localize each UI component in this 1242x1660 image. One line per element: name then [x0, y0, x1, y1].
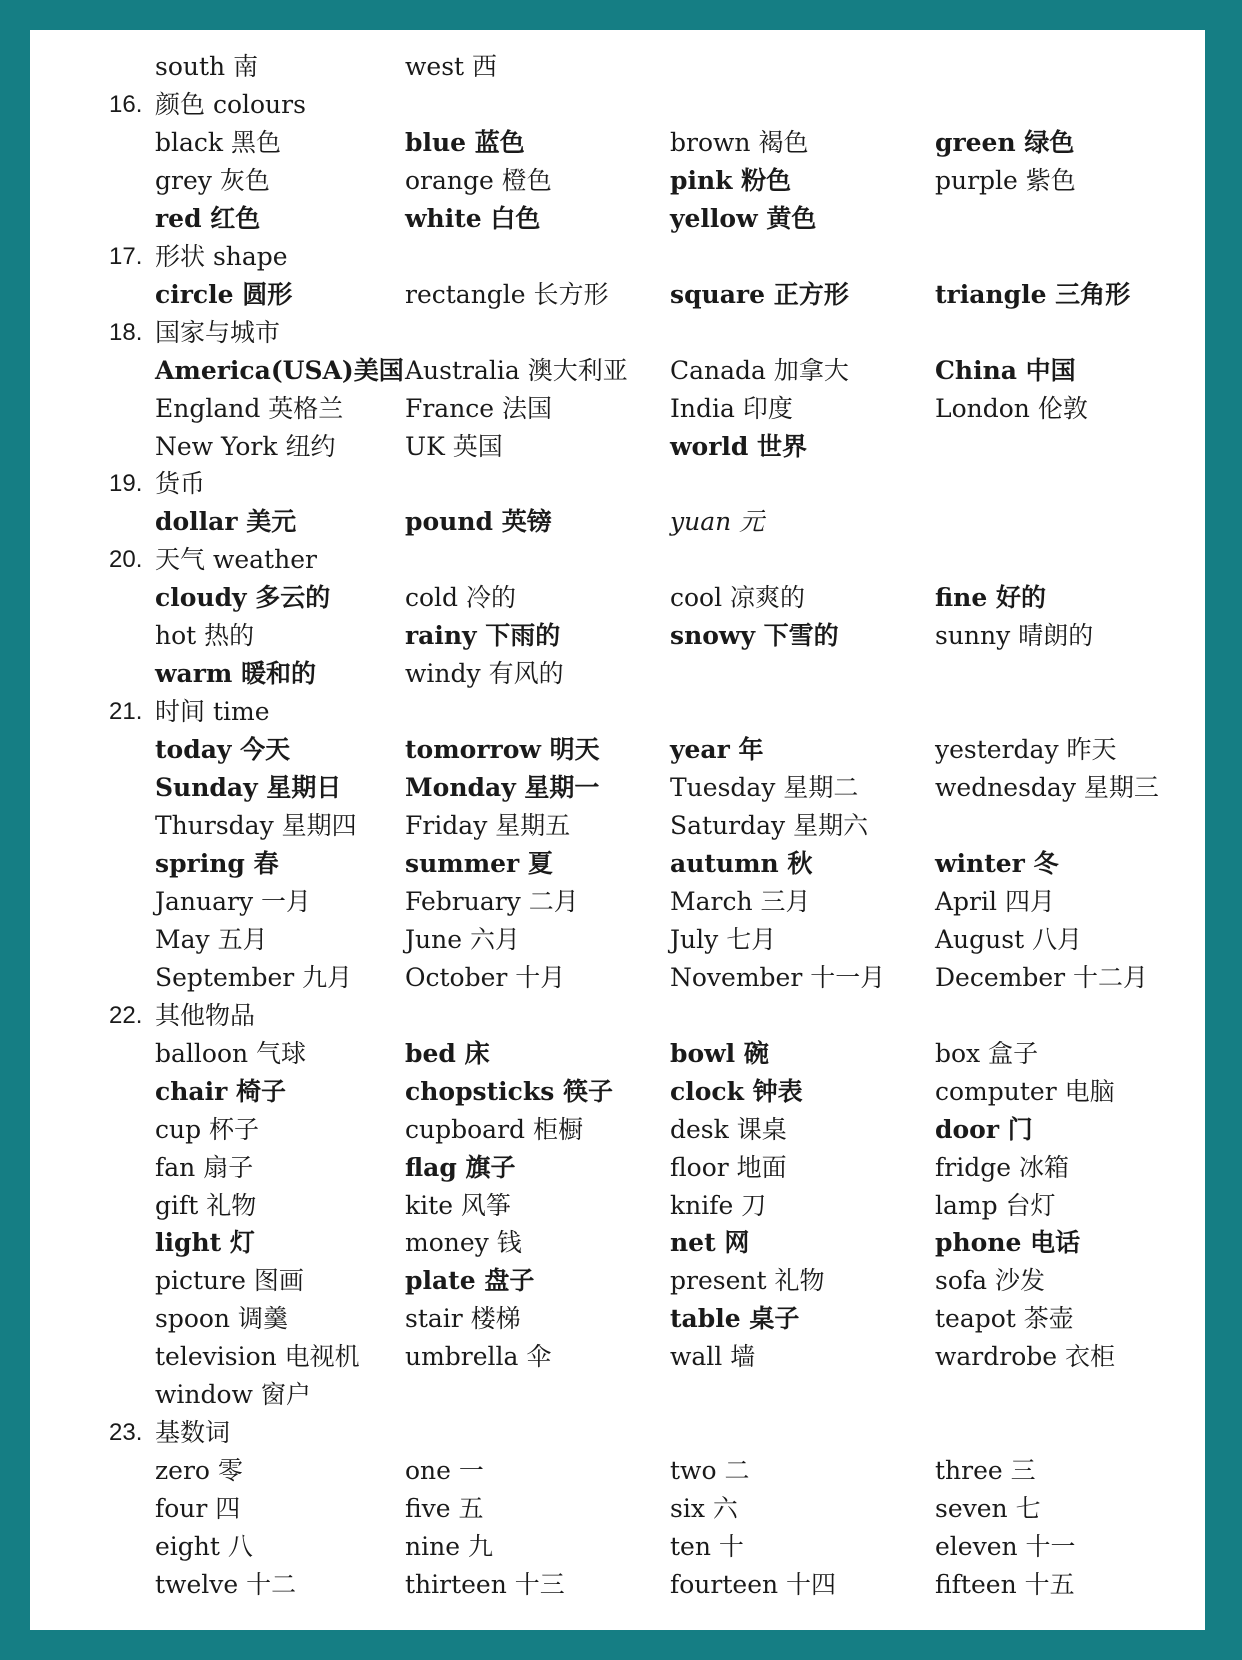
- vocab-entry: September 九月: [155, 962, 353, 992]
- vocab-entry: wall 墙: [670, 1342, 756, 1372]
- vocab-entry: world 世界: [670, 431, 808, 461]
- vocabulary-page: [30, 30, 1205, 1630]
- vocab-entry: UK 英国: [405, 431, 503, 461]
- vocab-entry: four 四: [155, 1494, 241, 1524]
- vocab-entry: table 桌子: [670, 1304, 800, 1334]
- vocab-entry: white 白色: [405, 203, 541, 233]
- vocab-row: [30, 769, 1205, 807]
- vocab-entry: Saturday 星期六: [670, 811, 869, 840]
- section-heading: [30, 238, 1205, 276]
- vocab-entry: computer 电脑: [935, 1076, 1115, 1106]
- vocab-entry: door 门: [935, 1114, 1033, 1144]
- vocab-entry: clock 钟表: [670, 1076, 803, 1106]
- vocab-row: [30, 1149, 1205, 1187]
- vocab-entry: cup 杯子: [155, 1114, 260, 1144]
- vocab-entry: one 一: [405, 1456, 484, 1486]
- vocab-entry: plate 盘子: [405, 1266, 535, 1296]
- section-heading: [30, 693, 1205, 731]
- section-title: 其他物品: [155, 1000, 256, 1030]
- vocab-entry: fifteen 十五: [935, 1570, 1075, 1599]
- vocab-entry: box 盒子: [935, 1038, 1039, 1068]
- vocab-entry: eight 八: [155, 1532, 253, 1562]
- vocab-row: [30, 921, 1205, 959]
- vocab-entry: kite 风筝: [405, 1190, 511, 1220]
- vocab-entry: chair 椅子: [155, 1076, 286, 1106]
- vocab-row: [30, 428, 1205, 466]
- vocab-entry: warm 暖和的: [155, 659, 317, 689]
- vocab-entry: red 红色: [155, 203, 261, 233]
- vocab-entry: nine 九: [405, 1532, 493, 1562]
- section-heading: [30, 997, 1205, 1035]
- section-title: 时间 time: [155, 697, 270, 727]
- vocab-entry: hot 热的: [155, 621, 255, 651]
- vocab-entry: chopsticks 筷子: [405, 1076, 613, 1106]
- vocab-entry: six 六: [670, 1494, 738, 1524]
- vocab-entry: pound 英镑: [405, 507, 552, 537]
- vocab-row: [30, 200, 1205, 238]
- vocab-entry: France 法国: [405, 393, 553, 423]
- vocab-row: [30, 807, 1205, 845]
- vocab-entry: January 一月: [155, 886, 312, 916]
- vocab-row: [30, 1187, 1205, 1225]
- vocab-entry: teapot 茶壶: [935, 1304, 1074, 1334]
- vocab-entry: flag 旗子: [405, 1152, 516, 1182]
- vocab-entry: summer 夏: [405, 848, 553, 878]
- vocab-row: [30, 1300, 1205, 1338]
- vocab-entry: New York 纽约: [155, 431, 336, 461]
- section-heading: [30, 1414, 1205, 1452]
- vocab-entry: China 中国: [935, 355, 1076, 385]
- vocab-entry: fridge 冰箱: [935, 1152, 1069, 1182]
- vocab-row: [30, 503, 1205, 541]
- vocab-entry: desk 课桌: [670, 1114, 787, 1144]
- vocab-entry: November 十一月: [670, 962, 886, 992]
- vocab-entry: England 英格兰: [155, 393, 344, 423]
- vocab-row: [30, 1566, 1205, 1604]
- vocab-entry: ten 十: [670, 1532, 744, 1562]
- vocab-entry: balloon 气球: [155, 1038, 307, 1068]
- vocab-entry: spring 春: [155, 848, 279, 878]
- section-number: 17.: [109, 242, 143, 270]
- vocab-entry: yuan 元: [670, 507, 765, 537]
- vocab-row: [30, 655, 1205, 693]
- section-title: 国家与城市: [155, 317, 281, 347]
- vocab-entry: stair 楼梯: [405, 1304, 521, 1334]
- vocab-entry: June 六月: [405, 924, 520, 954]
- vocab-row: [30, 276, 1205, 314]
- section-number: 23.: [109, 1419, 143, 1447]
- vocab-entry: spoon 调羹: [155, 1304, 288, 1334]
- vocab-entry: thirteen 十三: [405, 1570, 565, 1599]
- vocab-entry: May 五月: [155, 924, 268, 954]
- vocab-entry: floor 地面: [670, 1152, 787, 1182]
- vocab-row: [30, 390, 1205, 428]
- vocab-entry: today 今天: [155, 735, 291, 765]
- vocab-entry: picture 图画: [155, 1266, 304, 1296]
- vocab-entry: snowy 下雪的: [670, 621, 839, 651]
- vocab-entry: brown 褐色: [670, 127, 809, 157]
- vocab-entry: winter 冬: [935, 848, 1059, 878]
- vocab-entry: present 礼物: [670, 1266, 825, 1296]
- vocab-entry: west 西: [405, 52, 498, 81]
- vocab-entry: Tuesday 星期二: [670, 773, 859, 803]
- vocab-entry: gift 礼物: [155, 1190, 257, 1220]
- section-number: 16.: [109, 90, 143, 118]
- vocab-entry: light 灯: [155, 1228, 255, 1258]
- section-title: 货币: [155, 469, 206, 499]
- vocab-entry: window 窗户: [155, 1380, 311, 1410]
- vocab-entry: Canada 加拿大: [670, 355, 849, 385]
- vocab-row: [30, 1376, 1205, 1414]
- vocab-row: [30, 579, 1205, 617]
- vocab-entry: Monday 星期一: [405, 773, 600, 803]
- vocab-entry: eleven 十一: [935, 1532, 1076, 1562]
- section-title: 颜色 colours: [155, 89, 306, 119]
- vocab-entry: twelve 十二: [155, 1570, 297, 1599]
- vocab-row: [30, 1224, 1205, 1262]
- vocab-row: [30, 1452, 1205, 1490]
- vocab-entry: green 绿色: [935, 127, 1075, 157]
- vocab-entry: July 七月: [670, 924, 777, 954]
- vocab-entry: fine 好的: [935, 583, 1046, 613]
- section-number: 19.: [109, 470, 143, 498]
- vocab-entry: orange 橙色: [405, 165, 552, 195]
- vocab-entry: Sunday 星期日: [155, 773, 342, 803]
- vocab-row: [30, 1490, 1205, 1528]
- vocab-entry: three 三: [935, 1456, 1036, 1486]
- vocab-row: [30, 1528, 1205, 1566]
- vocab-row: [30, 1338, 1205, 1376]
- vocab-entry: two 二: [670, 1456, 750, 1486]
- vocab-entry: pink 粉色: [670, 165, 792, 195]
- vocab-entry: tomorrow 明天: [405, 735, 600, 765]
- section-heading: [30, 86, 1205, 124]
- section-number: 21.: [109, 698, 143, 726]
- vocab-entry: five 五: [405, 1494, 484, 1524]
- section-number: 20.: [109, 546, 143, 574]
- section-number: 22.: [109, 1001, 143, 1029]
- vocab-entry: October 十月: [405, 962, 566, 992]
- vocab-entry: London 伦敦: [935, 393, 1088, 423]
- vocab-row: [30, 1035, 1205, 1073]
- vocab-entry: phone 电话: [935, 1228, 1081, 1258]
- vocab-entry: knife 刀: [670, 1190, 767, 1220]
- vocab-entry: cold 冷的: [405, 583, 516, 613]
- vocab-entry: dollar 美元: [155, 507, 297, 537]
- section-heading: [30, 314, 1205, 352]
- vocab-entry: circle 圆形: [155, 279, 293, 309]
- vocab-row: [30, 352, 1205, 390]
- vocab-entry: sofa 沙发: [935, 1266, 1045, 1296]
- vocab-row: [30, 124, 1205, 162]
- vocab-entry: autumn 秋: [670, 848, 813, 878]
- vocab-row: [30, 1073, 1205, 1111]
- vocab-entry: fourteen 十四: [670, 1570, 837, 1599]
- vocab-entry: lamp 台灯: [935, 1190, 1056, 1220]
- vocab-entry: yesterday 昨天: [935, 735, 1117, 765]
- section-heading: [30, 465, 1205, 503]
- vocab-entry: December 十二月: [935, 962, 1149, 992]
- vocab-entry: seven 七: [935, 1494, 1041, 1524]
- vocab-entry: rectangle 长方形: [405, 279, 609, 309]
- vocab-entry: television 电视机: [155, 1342, 360, 1372]
- vocab-entry: America(USA)美国: [155, 355, 404, 385]
- vocab-entry: sunny 晴朗的: [935, 621, 1094, 651]
- vocab-entry: black 黑色: [155, 127, 282, 157]
- vocab-row: [30, 48, 1205, 86]
- vocab-entry: bed 床: [405, 1038, 490, 1068]
- vocab-entry: wardrobe 衣柜: [935, 1342, 1116, 1372]
- vocab-entry: purple 紫色: [935, 165, 1076, 195]
- vocab-row: [30, 731, 1205, 769]
- vocab-row: [30, 959, 1205, 997]
- vocab-row: [30, 1262, 1205, 1300]
- vocab-entry: year 年: [670, 735, 764, 765]
- vocab-entry: March 三月: [670, 886, 811, 916]
- vocab-row: [30, 883, 1205, 921]
- vocab-entry: square 正方形: [670, 279, 849, 309]
- vocab-entry: Thursday 星期四: [155, 811, 357, 840]
- vocab-entry: Australia 澳大利亚: [405, 355, 628, 385]
- section-number: 18.: [109, 318, 143, 346]
- vocab-entry: cupboard 柜橱: [405, 1114, 583, 1144]
- vocab-row: [30, 1111, 1205, 1149]
- section-heading: [30, 541, 1205, 579]
- vocab-entry: umbrella 伞: [405, 1342, 552, 1372]
- vocab-entry: Friday 星期五: [405, 811, 571, 840]
- vocab-entry: money 钱: [405, 1228, 522, 1258]
- vocab-entry: fan 扇子: [155, 1152, 254, 1182]
- vocab-row: [30, 162, 1205, 200]
- vocab-entry: bowl 碗: [670, 1038, 769, 1068]
- vocab-entry: cool 凉爽的: [670, 583, 806, 613]
- vocab-entry: grey 灰色: [155, 165, 270, 195]
- vocab-row: [30, 845, 1205, 883]
- vocab-entry: triangle 三角形: [935, 279, 1131, 309]
- vocab-entry: yellow 黄色: [670, 203, 817, 233]
- vocab-entry: south 南: [155, 52, 259, 81]
- vocab-row: [30, 617, 1205, 655]
- vocab-entry: wednesday 星期三: [935, 773, 1159, 803]
- vocab-entry: net 网: [670, 1228, 750, 1258]
- vocab-entry: zero 零: [155, 1456, 243, 1486]
- vocab-entry: February 二月: [405, 886, 579, 916]
- vocab-entry: rainy 下雨的: [405, 621, 561, 651]
- vocab-entry: windy 有风的: [405, 659, 564, 689]
- vocab-entry: April 四月: [935, 886, 1055, 916]
- section-title: 天气 weather: [155, 545, 317, 575]
- vocab-entry: India 印度: [670, 393, 793, 423]
- section-title: 形状 shape: [155, 241, 288, 271]
- vocab-entry: blue 蓝色: [405, 127, 525, 157]
- vocab-entry: August 八月: [935, 924, 1083, 954]
- vocab-entry: cloudy 多云的: [155, 583, 331, 613]
- section-title: 基数词: [155, 1418, 231, 1448]
